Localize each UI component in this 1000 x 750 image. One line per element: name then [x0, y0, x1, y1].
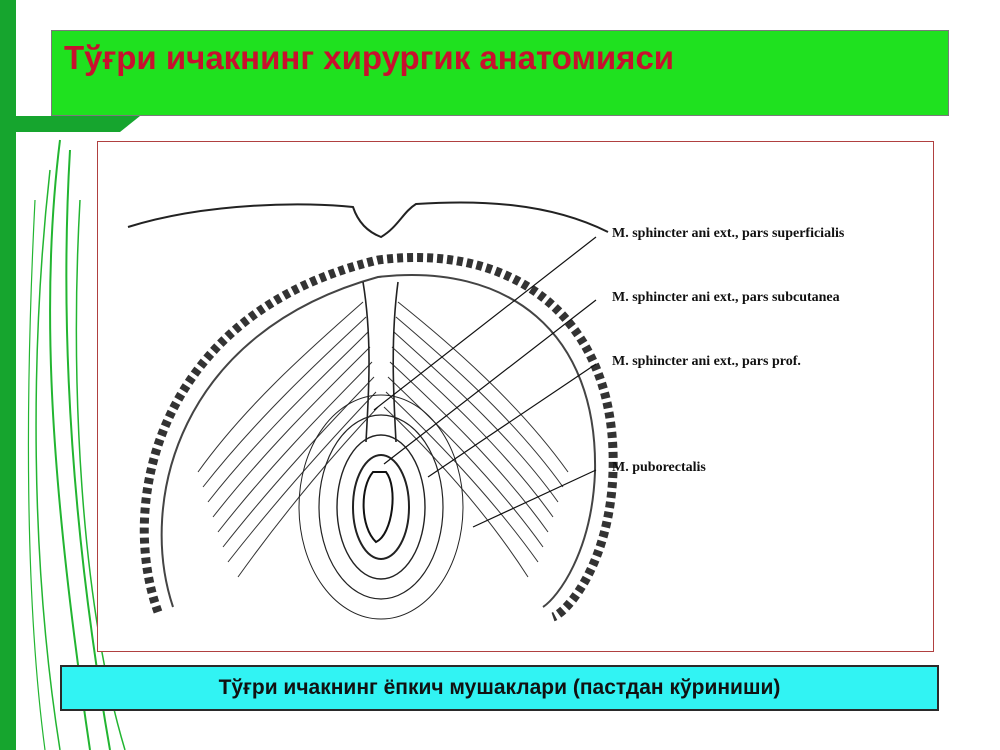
label-pars-prof: M. sphincter ani ext., pars prof. [612, 354, 801, 369]
label-puborectalis: M. puborectalis [612, 460, 706, 475]
fat-ring-inner [162, 275, 595, 607]
label-pars-superficialis: M. sphincter ani ext., pars superficialis [612, 226, 845, 241]
fat-ring [144, 257, 613, 617]
label-pars-subcutanea: M. sphincter ani ext., pars subcutanea [612, 290, 840, 305]
slide-title: Тўғри ичакнинг хирургик анатомияси [64, 39, 675, 76]
leader-lines [374, 237, 596, 527]
left-green-bar [0, 0, 16, 750]
green-wedge [16, 116, 140, 132]
anal-opening [364, 472, 393, 542]
anatomy-illustration [98, 142, 933, 651]
title-banner [51, 30, 949, 116]
anatomy-figure [97, 141, 934, 652]
accent-line [50, 140, 90, 750]
caption-banner [60, 665, 939, 711]
buttock-outline [128, 202, 608, 237]
figure-caption: Тўғри ичакнинг ёпкич мушаклари (пастдан кўриниши) [218, 676, 781, 699]
